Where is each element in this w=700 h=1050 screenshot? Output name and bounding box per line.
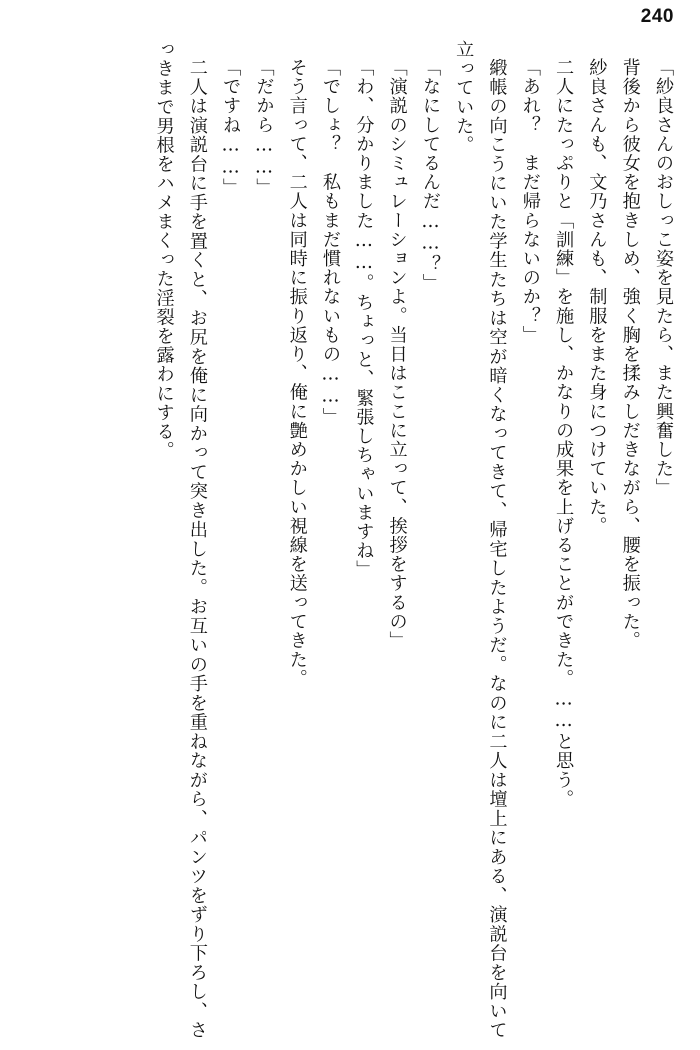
- paragraph: そう言って、二人は同時に振り返り、俺に艶めかしい視線を送ってきた。: [286, 58, 308, 689]
- paragraph: 「演説のシミュレーションよ。当日はここに立って、挨拶をするの」: [386, 58, 408, 651]
- paragraph: 緞帳の向こうにいた学生たちは空が暗くなってきて、帰宅したようだ。なのに二人は壇上にある、演説台を向いて立っていた。: [453, 40, 508, 1040]
- paragraph: 二人にたっぷりと「訓練」を施し、かなりの成果を上げることができた。……と思う。: [553, 58, 575, 809]
- paragraph: 「紗良さんのおしっこ姿を見たら、また興奮した」: [653, 58, 674, 498]
- paragraph: 「ですね……」: [220, 58, 242, 198]
- page-number: 240: [640, 6, 674, 27]
- paragraph: 「でしょ？ 私もまだ慣れないもの……」: [320, 58, 342, 427]
- paragraph: 「あれ？ まだ帰らないのか？」: [519, 58, 541, 345]
- paragraph: 「なにしてるんだ……？」: [419, 58, 441, 293]
- paragraph: 紗良さんも、文乃さんも、制服をまた身につけていた。: [586, 58, 608, 536]
- paragraph: 「だから……」: [253, 58, 275, 198]
- paragraph: 背後から彼女を抱きしめ、強く胸を揉みしだきながら、腰を振った。: [619, 58, 641, 651]
- body-text: [16, 40, 680, 1040]
- paragraph: 二人は演説台に手を置くと、お尻を俺に向かって突き出した。お互いの手を重ねながら、パンツをずり下ろし、さっきまで男根をハメまくった淫裂を露わにする。: [153, 40, 208, 1040]
- paragraph: 「わ、分かりました……。ちょっと、緊張しちゃいますね」: [353, 58, 375, 580]
